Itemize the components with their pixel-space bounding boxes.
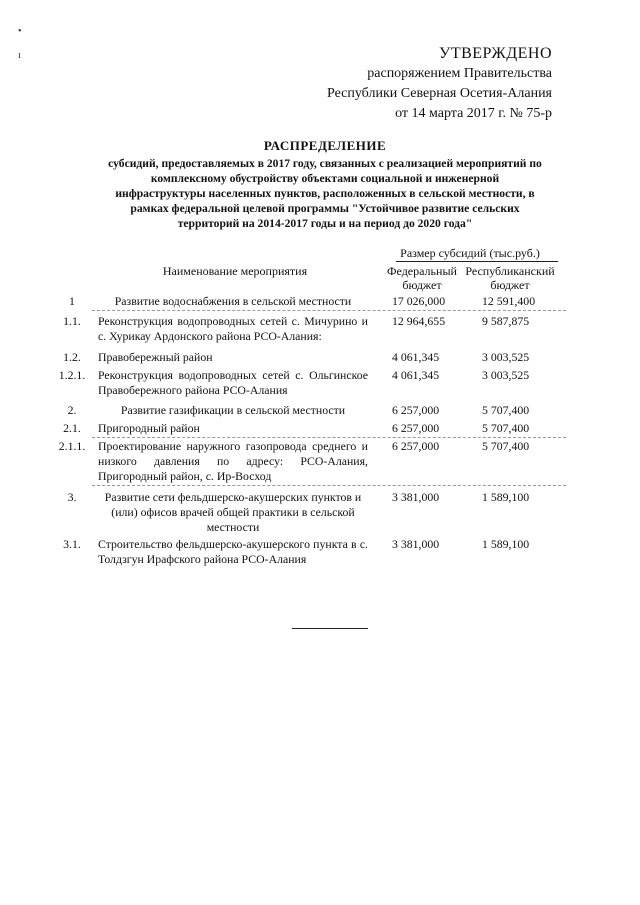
row-number: 1.1. [63,314,81,328]
header-federal-line-2: бюджет [402,278,442,292]
row-number: 1 [69,294,75,308]
header-federal-line-1: Федеральный [387,264,457,278]
row-name: Реконструкция водопроводных сетей с. Мичурино и с. Хурикау Ардонского района РСО-Алания: [98,314,368,343]
row-divider [92,485,566,486]
row-federal: 6 257,000 [392,439,440,453]
document-heading [80,138,570,231]
row-number: 3.1. [63,537,81,551]
subtitle-line: субсидий, предоставляемых в 2017 году, связанных с реализацией мероприятий по [108,157,542,170]
row-federal: 4 061,345 [392,368,440,382]
subtitle-line: территорий на 2014-2017 годы и на период до 2020 года" [177,217,473,230]
row-federal: 3 381,000 [392,537,440,551]
row-name: Развитие сети фельдшерско-акушерских пунктов и (или) офисов врачей общей практики в сельской местности [104,490,362,534]
row-republican: 3 003,525 [482,350,530,364]
row-federal: 17 026,000 [392,294,446,308]
row-name: Развитие газификации в сельской местности [120,403,346,417]
row-name: Проектирование наружного газопровода среднего и низкого давления по адресу: РСО-Алания, Пригородный район, с. Ир-Восход [98,439,368,483]
row-federal: 3 381,000 [392,490,440,504]
subtitle-line: рамках федеральной целевой программы "Устойчивое развитие сельских [130,202,520,215]
row-federal: 4 061,345 [392,350,440,364]
row-divider [92,437,566,438]
scan-mark: ı [18,50,21,61]
row-number: 2. [67,403,77,417]
row-republican: 1 589,100 [482,490,530,504]
column-header-federal [384,264,460,292]
row-number: 2.1.1. [58,439,86,453]
scan-mark: • [18,26,22,37]
subtitle-line: инфраструктуры населенных пунктов, расположенных в сельской местности, в [115,187,535,200]
row-number: 1.2.1. [58,368,86,382]
row-republican: 5 707,400 [482,421,530,435]
row-republican: 12 591,400 [482,294,536,308]
approval-date-number: от 14 марта 2017 г. № 75-р [395,106,552,121]
row-republican: 1 589,100 [482,537,530,551]
row-number: 2.1. [63,421,81,435]
row-republican: 9 587,875 [482,314,530,328]
column-header-name: Наименование мероприятия [162,264,308,278]
approval-line-1: распоряжением Правительства [367,66,552,81]
row-number: 1.2. [63,350,81,364]
closing-rule [292,628,368,629]
row-name: Развитие водоснабжения в сельской местности [114,294,352,308]
subtitle-line: комплексному обустройству объектами социальной и инженерной [150,172,500,185]
row-republican: 5 707,400 [482,439,530,453]
column-header-republican [460,264,560,292]
row-name: Строительство фельдшерско-акушерского пункта в с. Толдзгун Ирафского района РСО-Алания [98,537,368,566]
row-federal: 6 257,000 [392,403,440,417]
row-republican: 5 707,400 [482,403,530,417]
row-name: Пригородный район [98,421,200,435]
approval-stamp [327,44,552,124]
approval-line-2: Республики Северная Осетия-Алания [327,86,552,101]
header-republican-line-1: Республиканский [465,264,555,278]
document-title: РАСПРЕДЕЛЕНИЕ [263,138,387,153]
row-federal: 12 964,655 [392,314,446,328]
header-republican-line-2: бюджет [490,278,530,292]
row-federal: 6 257,000 [392,421,440,435]
row-name: Правобережный район [98,350,213,364]
column-header-subsidy-size: Размер субсидий (тыс.руб.) [400,246,540,260]
row-number: 3. [67,490,77,504]
table-header [0,244,640,290]
approval-title: УТВЕРЖДЕНО [438,45,552,62]
row-divider [92,310,566,311]
row-name: Реконструкция водопроводных сетей с. Ольгинское Правобережного района РСО-Алания [98,368,368,397]
row-republican: 3 003,525 [482,368,530,382]
header-rule [396,261,558,262]
